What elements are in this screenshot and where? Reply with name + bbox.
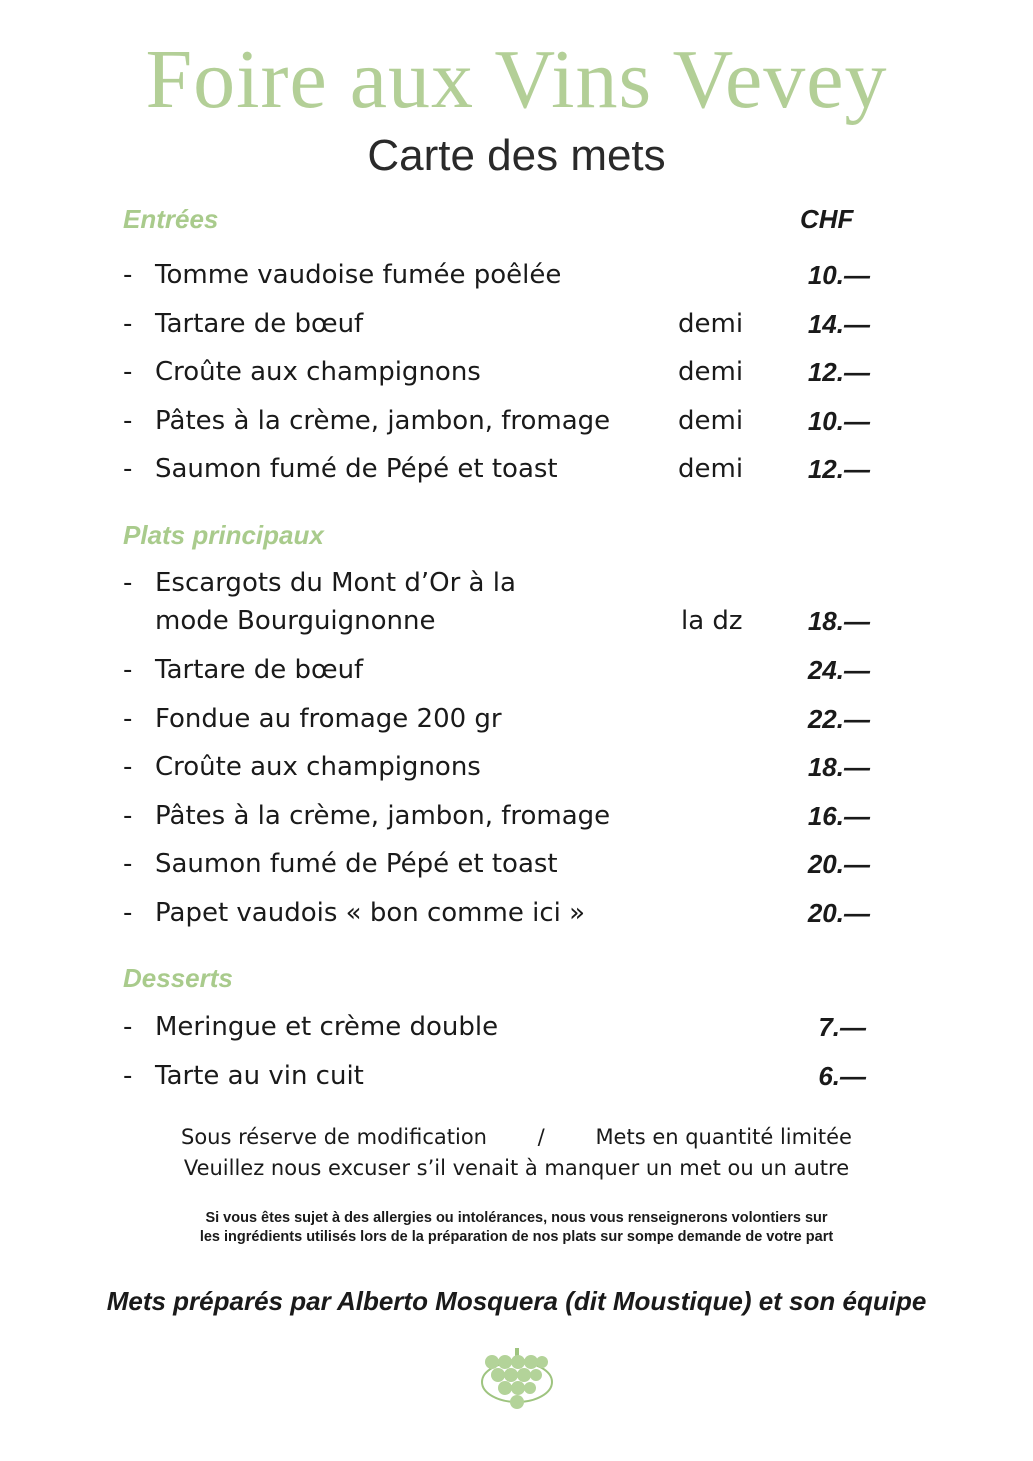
menu-item — [0, 1059, 1033, 1099]
item-dash: - — [123, 898, 133, 928]
item-name: Tarte au vin cuit — [155, 1061, 364, 1091]
item-name-line2: mode Bourguignonne — [155, 606, 436, 636]
item-dash: - — [123, 849, 133, 879]
item-name: Papet vaudois « bon comme ici » — [155, 898, 586, 928]
note-reserve-line — [0, 1122, 1033, 1153]
item-name: Pâtes à la crème, jambon, fromage — [155, 406, 611, 436]
item-name: Saumon fumé de Pépé et toast — [155, 454, 558, 484]
item-dash: - — [123, 655, 133, 685]
item-price: 12.— — [807, 357, 870, 387]
item-dash: - — [123, 1012, 133, 1042]
allergy-note-line1: Si vous êtes sujet à des allergies ou intolérances, nous vous renseignerons volontiers sur — [205, 1210, 828, 1226]
page-title: Foire aux Vins Vevey — [145, 33, 888, 126]
item-name: Croûte aux champignons — [155, 752, 481, 782]
page-subtitle: Carte des mets — [367, 131, 666, 180]
item-name: Croûte aux champignons — [155, 357, 481, 387]
item-price: 18.— — [807, 752, 870, 782]
chef-credit: Mets préparés par Alberto Mosquera (dit Moustique) et son équipe — [106, 1286, 927, 1316]
allergy-note-line2: les ingrédients utilisés lors de la préparation de nos plats sur sompe demande de votre part — [199, 1229, 834, 1245]
item-dash: - — [123, 1061, 133, 1091]
item-price: 16.— — [807, 801, 870, 831]
item-dash: - — [123, 406, 133, 436]
menu-item — [0, 258, 1033, 298]
item-name: Meringue et crème double — [155, 1012, 499, 1042]
item-quantity: la dz — [681, 606, 743, 636]
item-quantity: demi — [678, 406, 744, 436]
menu-item — [0, 702, 1033, 742]
item-price: 24.— — [807, 655, 870, 685]
item-price: 22.— — [807, 704, 870, 734]
section-title-entrees: Entrées — [123, 204, 219, 234]
item-dash: - — [123, 801, 133, 831]
item-price: 6.— — [818, 1061, 866, 1091]
menu-item — [0, 1010, 1033, 1050]
section-title-plats-principaux: Plats principaux — [123, 520, 324, 550]
menu-item — [0, 566, 1033, 646]
menu-item — [0, 896, 1033, 936]
item-price: 10.— — [807, 260, 870, 290]
menu-item — [0, 653, 1033, 693]
note-apology: Veuillez nous excuser s’il venait à manquer un met ou un autre — [183, 1156, 850, 1180]
item-name: Tartare de bœuf — [155, 309, 364, 339]
item-dash: - — [123, 260, 133, 290]
item-name-block — [155, 566, 516, 638]
menu-item — [0, 355, 1033, 395]
item-price: 20.— — [807, 849, 870, 879]
item-dash: - — [123, 752, 133, 782]
item-price: 18.— — [807, 606, 870, 636]
menu-item — [0, 452, 1033, 492]
grape-cluster-icon — [478, 1344, 556, 1418]
item-dash: - — [123, 357, 133, 387]
note-separator: / — [537, 1125, 545, 1149]
item-dash: - — [123, 568, 133, 598]
item-name: Escargots du Mont d’Or à la — [155, 568, 516, 598]
item-name: Saumon fumé de Pépé et toast — [155, 849, 558, 879]
item-price: 20.— — [807, 898, 870, 928]
item-price: 7.— — [818, 1012, 866, 1042]
item-name: Tartare de bœuf — [155, 655, 364, 685]
menu-item — [0, 750, 1033, 790]
item-quantity: demi — [678, 454, 744, 484]
section-title-desserts: Desserts — [123, 963, 233, 993]
item-quantity: demi — [678, 309, 744, 339]
item-price: 14.— — [807, 309, 870, 339]
item-dash: - — [123, 704, 133, 734]
menu-item — [0, 847, 1033, 887]
menu-item — [0, 404, 1033, 444]
menu-item — [0, 799, 1033, 839]
note-limited: Mets en quantité limitée — [595, 1125, 852, 1149]
item-quantity: demi — [678, 357, 744, 387]
item-name: Fondue au fromage 200 gr — [155, 704, 502, 734]
item-price: 12.— — [807, 454, 870, 484]
item-name: Pâtes à la crème, jambon, fromage — [155, 801, 611, 831]
item-dash: - — [123, 309, 133, 339]
item-dash: - — [123, 454, 133, 484]
note-reserve: Sous réserve de modification — [181, 1125, 487, 1149]
item-name: Tomme vaudoise fumée poêlée — [155, 260, 562, 290]
item-price: 10.— — [807, 406, 870, 436]
currency-label: CHF — [800, 204, 854, 234]
menu-item — [0, 307, 1033, 347]
